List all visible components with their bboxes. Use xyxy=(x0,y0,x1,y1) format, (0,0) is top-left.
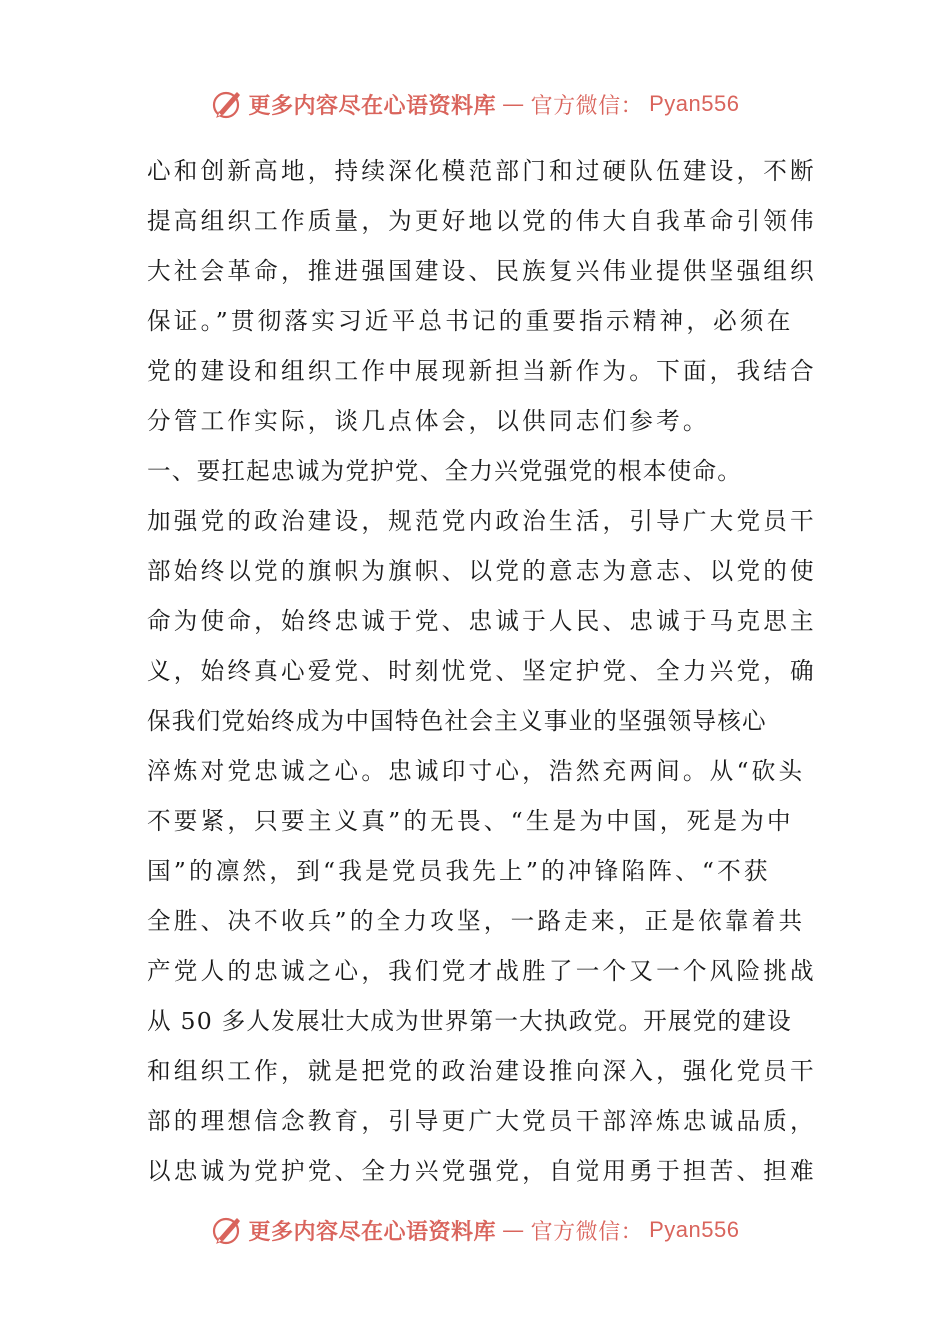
body-line: 以忠诚为党护党、全力兴党强党，自觉用勇于担苦、担难 xyxy=(147,1157,817,1185)
body-line: 命为使命，始终忠诚于党、忠诚于人民、忠诚于马克思主 xyxy=(147,607,817,635)
watermark-dash: — xyxy=(502,1217,525,1243)
body-line: 保证。”贯彻落实习近平总书记的重要指示精神，必须在 xyxy=(147,307,794,335)
body-line: 产党人的忠诚之心，我们党才战胜了一个又一个风险挑战 xyxy=(147,957,817,985)
watermark-handle: Pyan556 xyxy=(649,91,740,116)
body-line: 义，始终真心爱党、时刻忧党、坚定护党、全力兴党，确 xyxy=(147,657,817,685)
pen-logo-icon xyxy=(211,1214,243,1246)
watermark-main-text: 更多内容尽在心语资料库 xyxy=(248,92,497,119)
body-line: 全胜、决不收兵”的全力攻坚，一路走来，正是依靠着共 xyxy=(147,907,806,935)
watermark-footer xyxy=(0,1210,950,1250)
watermark-dash: — xyxy=(502,91,525,117)
body-line: 心和创新高地，持续深化模范部门和过硬队伍建设，不断 xyxy=(147,157,817,185)
document-body xyxy=(147,146,817,1196)
body-line: 党的建设和组织工作中展现新担当新作为。下面，我结合 xyxy=(147,357,817,385)
watermark-banner xyxy=(211,88,740,120)
body-line: 淬炼对党忠诚之心。忠诚印寸心，浩然充两间。从“砍头 xyxy=(147,757,806,785)
body-line: 分管工作实际，谈几点体会，以供同志们参考。 xyxy=(147,407,710,435)
watermark-wechat-label: 官方微信： xyxy=(530,93,644,119)
watermark-main-text: 更多内容尽在心语资料库 xyxy=(248,1218,497,1245)
body-line: 保我们党始终成为中国特色社会主义事业的坚强领导核心 xyxy=(147,707,767,735)
pen-logo-icon xyxy=(211,88,243,120)
body-line: 国”的凛然，到“我是党员我先上”的冲锋陷阵、“不获 xyxy=(147,857,771,885)
section-heading: 一、要扛起忠诚为党护党、全力兴党强党的根本使命。 xyxy=(147,457,743,485)
body-line: 部始终以党的旗帜为旗帜、以党的意志为意志、以党的使 xyxy=(147,557,817,585)
body-line: 大社会革命，推进强国建设、民族复兴伟业提供坚强组织 xyxy=(147,257,817,285)
watermark-banner xyxy=(211,1214,740,1246)
body-line: 从 50 多人发展壮大成为世界第一大执政党。开展党的建设 xyxy=(147,1007,792,1035)
body-line: 和组织工作，就是把党的政治建设推向深入，强化党员干 xyxy=(147,1057,817,1085)
watermark-header xyxy=(0,84,950,124)
watermark-wechat-label: 官方微信： xyxy=(530,1219,644,1245)
watermark-handle: Pyan556 xyxy=(649,1217,740,1242)
body-line: 部的理想信念教育，引导更广大党员干部淬炼忠诚品质， xyxy=(147,1107,817,1135)
body-line: 加强党的政治建设，规范党内政治生活，引导广大党员干 xyxy=(147,507,817,535)
body-line: 不要紧，只要主义真”的无畏、“生是为中国，死是为中 xyxy=(147,807,794,835)
body-line: 提高组织工作质量，为更好地以党的伟大自我革命引领伟 xyxy=(147,207,817,235)
